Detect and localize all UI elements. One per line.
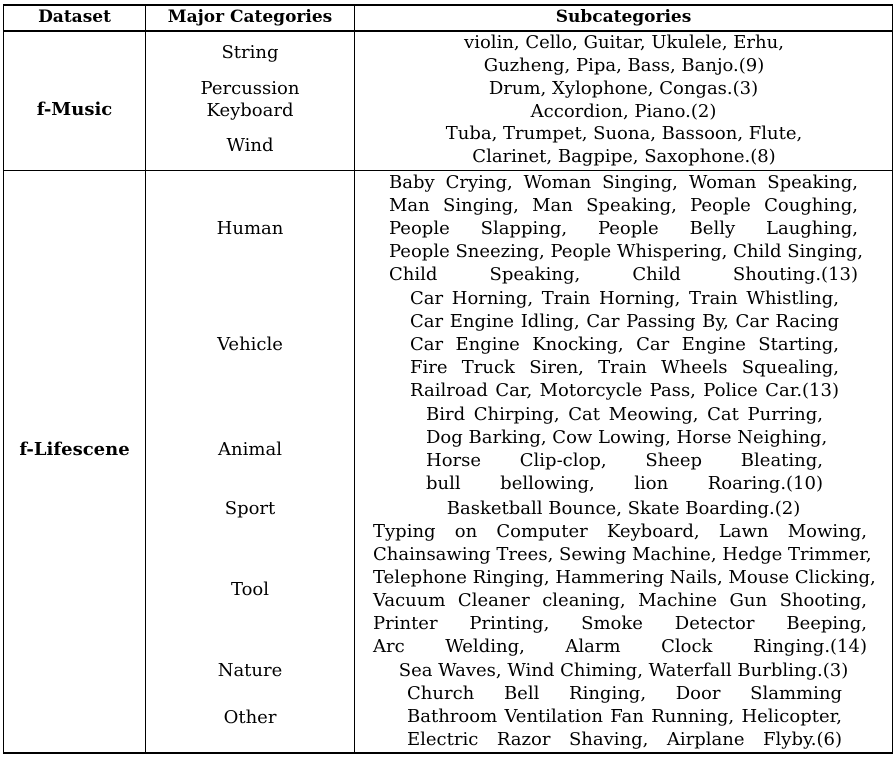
subcategories-other	[407, 682, 842, 751]
subcategories-vehicle	[410, 287, 839, 402]
sub-line: Electric Razor Shaving, Airplane Flyby.(6)	[407, 729, 842, 750]
category-percussion: Percussion	[200, 78, 300, 99]
sub-line: Clarinet, Bagpipe, Saxophone.(8)	[472, 146, 776, 167]
sub-line: Church Bell Ringing, Door Slamming	[407, 683, 842, 704]
subcategories-sport: Basketball Bounce, Skate Boarding.(2)	[446, 498, 801, 519]
sub-line: violin, Cello, Guitar, Ukulele, Erhu,	[464, 32, 784, 53]
sub-line: bull bellowing, lion Roaring.(10)	[426, 473, 823, 494]
sub-line: Telephone Ringing, Hammering Nails, Mouse Clicking,	[373, 567, 876, 588]
subcategories-animal	[426, 403, 828, 495]
category-other: Other	[223, 707, 277, 728]
sub-line: People Sneezing, People Whispering, Child Singing,	[389, 241, 864, 262]
subcategories-keyboard: Accordion, Piano.(2)	[530, 101, 717, 122]
subcategories-human	[389, 171, 864, 286]
subcategories-wind	[445, 122, 803, 168]
subcategories-tool	[373, 520, 876, 658]
category-vehicle: Vehicle	[217, 334, 283, 355]
category-string: String	[221, 42, 279, 63]
sub-line: Car Horning, Train Horning, Train Whistling,	[410, 288, 839, 309]
dataset-f-music: f-Music	[36, 99, 113, 120]
sub-line: Railroad Car, Motorcycle Pass, Police Car.(13)	[410, 380, 839, 401]
sub-line: People Slapping, People Belly Laughing,	[389, 218, 858, 239]
header-dataset: Dataset	[38, 7, 111, 27]
sub-line: Arc Welding, Alarm Clock Ringing.(14)	[373, 636, 867, 657]
sub-line: Tuba, Trumpet, Suona, Bassoon, Flute,	[445, 123, 803, 144]
category-animal: Animal	[218, 439, 282, 460]
sub-line: Horse Clip-clop, Sheep Bleating,	[426, 450, 823, 471]
sub-line: Man Singing, Man Speaking, People Coughing,	[389, 195, 858, 216]
sub-line: Printer Printing, Smoke Detector Beeping,	[373, 613, 867, 634]
sub-line: Vacuum Cleaner cleaning, Machine Gun Shooting,	[373, 590, 867, 611]
category-sport: Sport	[224, 498, 276, 519]
right-border	[892, 4, 893, 754]
category-human: Human	[216, 218, 284, 239]
category-nature: Nature	[217, 660, 283, 681]
sub-line: Guzheng, Pipa, Bass, Banjo.(9)	[483, 55, 765, 76]
header-subcategories: Subcategories	[555, 7, 692, 27]
sub-line: Dog Barking, Cow Lowing, Horse Neighing,	[426, 427, 828, 448]
sub-line: Car Engine Knocking, Car Engine Starting,	[410, 334, 839, 355]
subcategories-percussion: Drum, Xylophone, Congas.(3)	[488, 78, 759, 99]
sub-line: Fire Truck Siren, Train Wheels Squealing,	[410, 357, 839, 378]
sub-line: Child Speaking, Child Shouting.(13)	[389, 264, 858, 285]
dataset-f-lifescene: f-Lifescene	[19, 439, 130, 460]
sub-line: Baby Crying, Woman Singing, Woman Speaking,	[389, 172, 858, 193]
sub-line: Bathroom Ventilation Fan Running, Helicopter,	[407, 706, 842, 727]
category-tool: Tool	[230, 579, 270, 600]
sub-line: Bird Chirping, Cat Meowing, Cat Purring,	[426, 404, 823, 425]
category-keyboard: Keyboard	[206, 100, 294, 121]
sub-line: Car Engine Idling, Car Passing By, Car Racing	[410, 311, 839, 332]
subcategories-nature: Sea Waves, Wind Chiming, Waterfall Burbling.(3)	[398, 660, 849, 681]
sub-line: Typing on Computer Keyboard, Lawn Mowing,	[373, 521, 867, 542]
bottom-rule	[3, 752, 893, 754]
sub-line: Chainsawing Trees, Sewing Machine, Hedge Trimmer,	[373, 544, 872, 565]
category-wind: Wind	[226, 135, 274, 156]
header-major-categories: Major Categories	[167, 7, 333, 27]
subcategories-string	[462, 31, 786, 77]
